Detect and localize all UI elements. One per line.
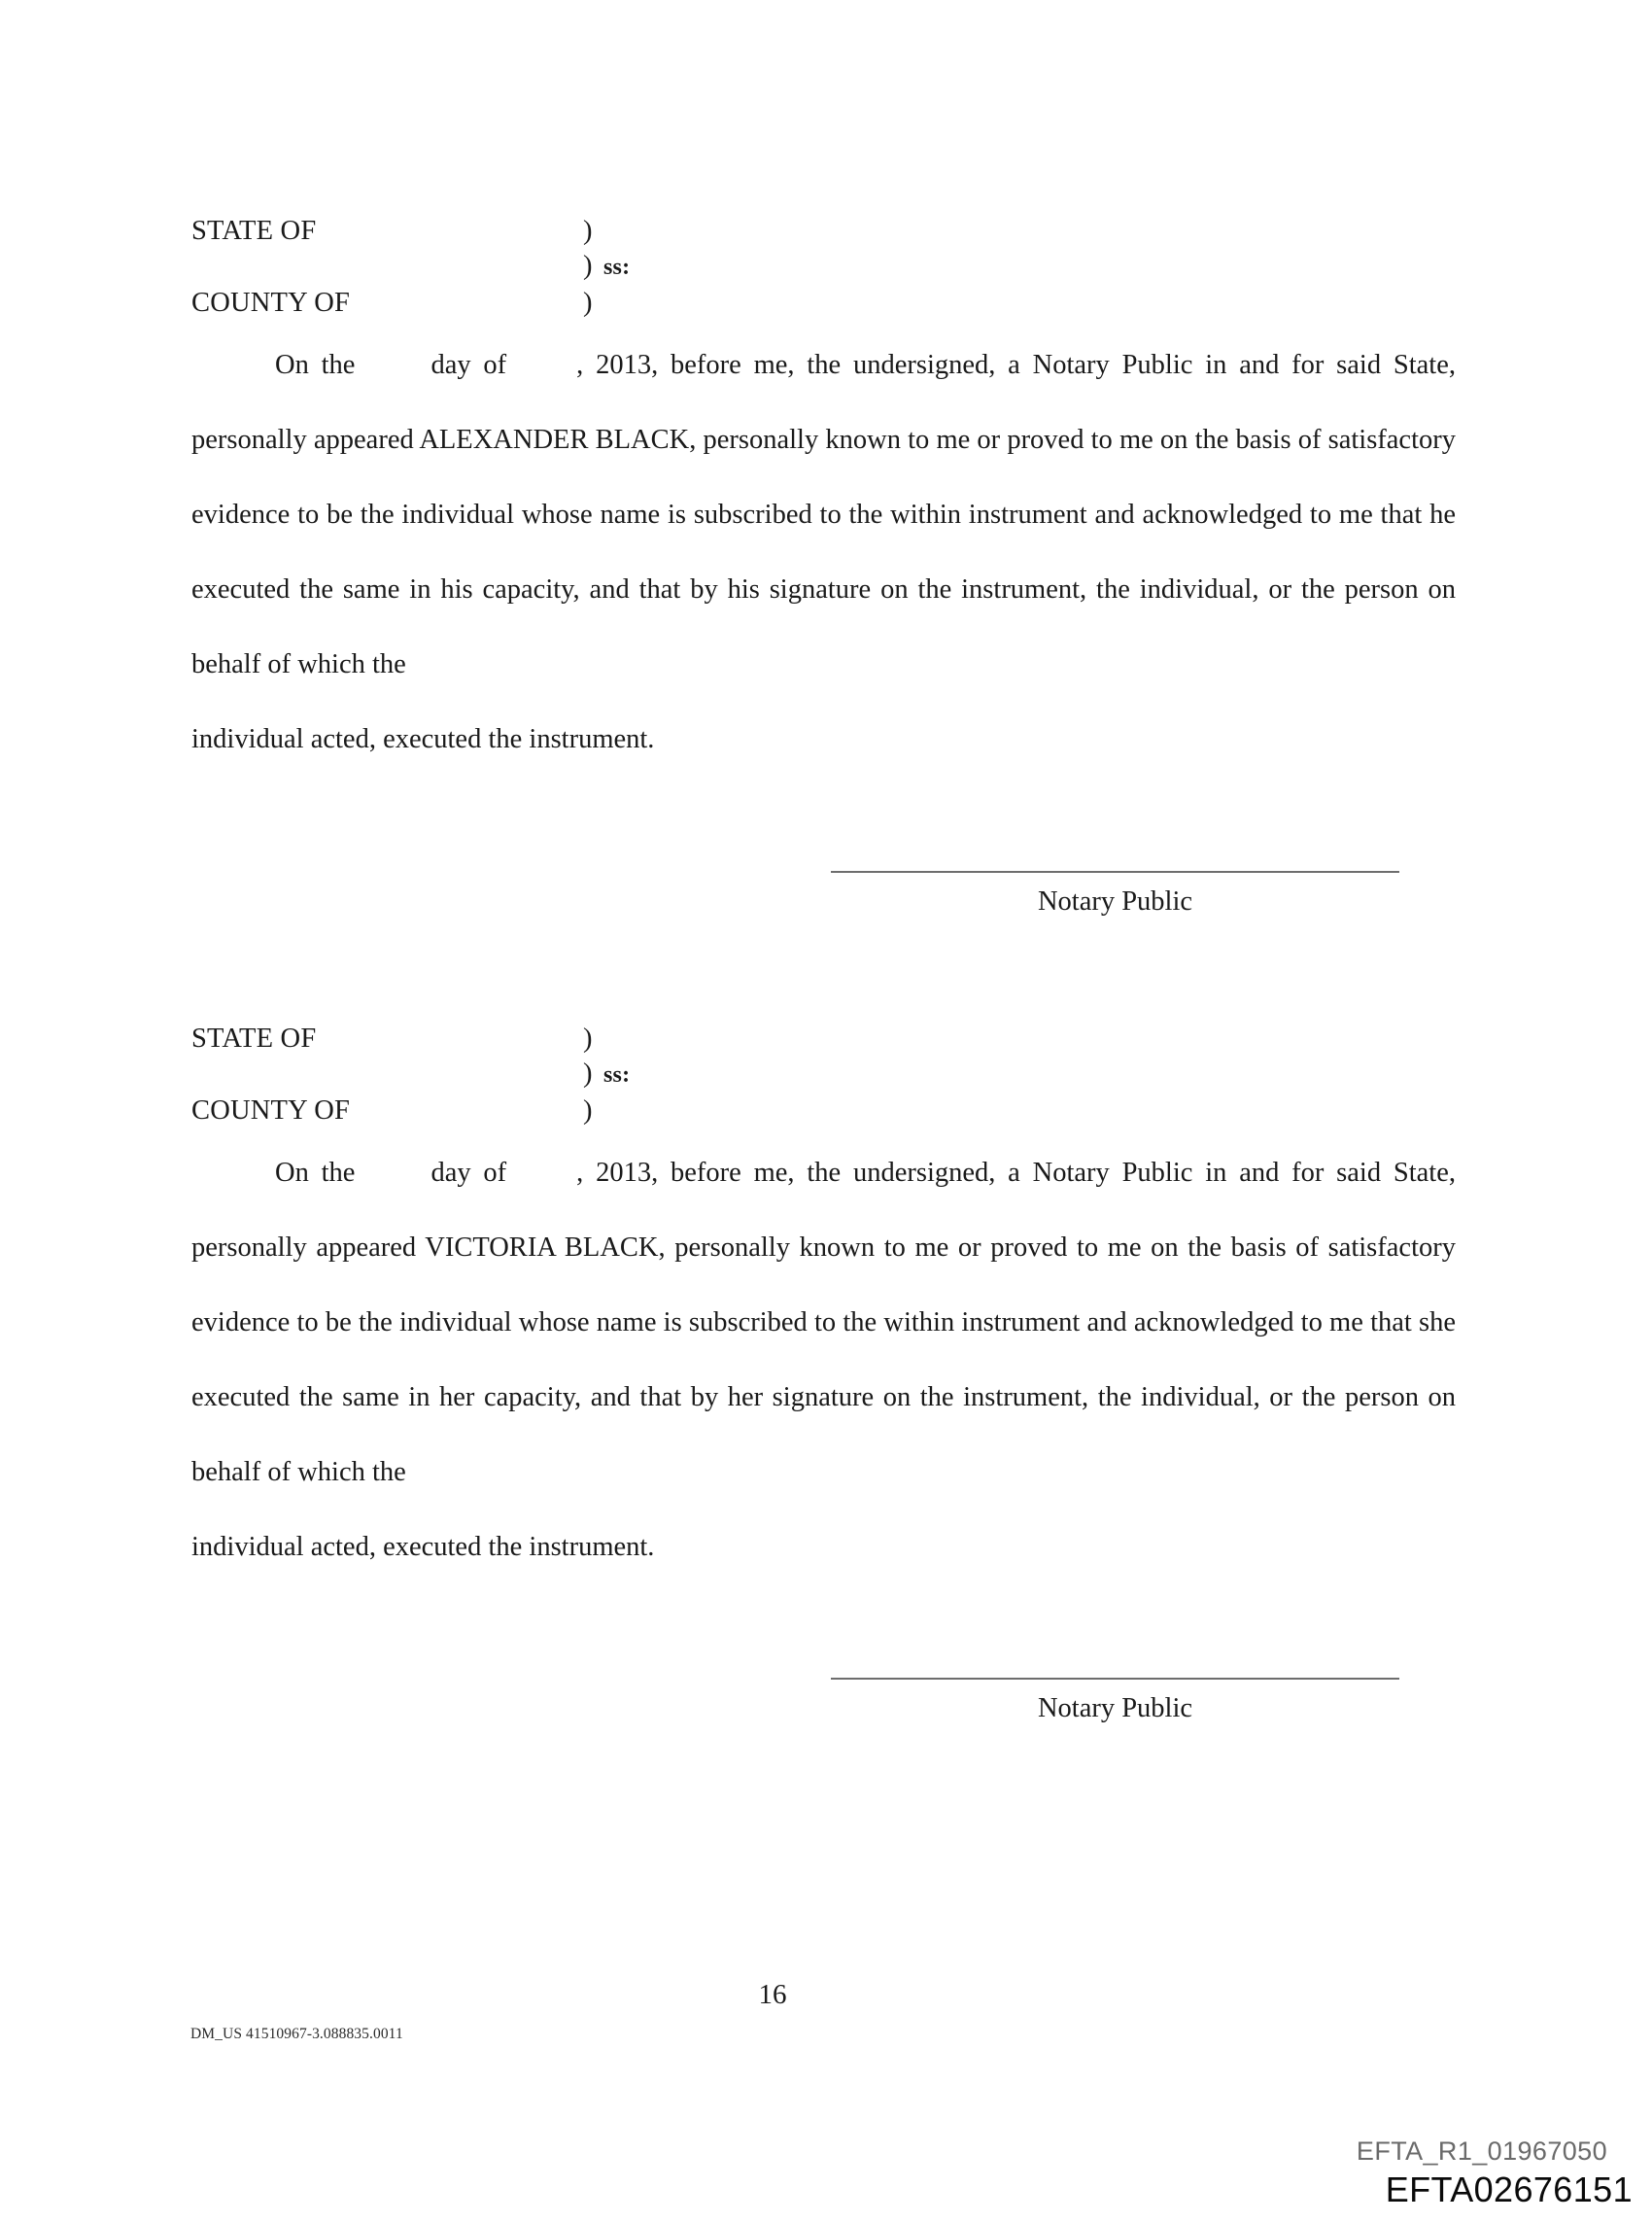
bates-stamp-exhibit: EFTA02676151: [1385, 2170, 1633, 2209]
day-of-text: day of: [430, 1158, 507, 1188]
venue-paren-icon: ): [583, 1024, 593, 1054]
venue-paren-icon: ): [583, 288, 593, 318]
day-of-text: day of: [430, 350, 507, 380]
notary-signature-area-2: [831, 1678, 1399, 1724]
notary-acknowledgement-block-2: [191, 1024, 1456, 1584]
year-clause-text: , 2013, before me, the undersigned, a Notary Public in and for said State, personally appeared: [191, 1158, 1456, 1263]
notary-acknowledgement-block-1: [191, 216, 1456, 777]
notary-public-caption: Notary Public: [1037, 1693, 1193, 1723]
venue-header-2: [191, 1024, 1456, 1135]
bates-stamp-production: EFTA_R1_01967050: [1356, 2136, 1607, 2166]
document-reference-footer: DM_US 41510967-3.088835.0011: [190, 2026, 403, 2042]
venue-paren-icon: ): [583, 1095, 593, 1126]
ss-marker: ss:: [603, 1062, 631, 1088]
signatory-name: ALEXANDER BLACK: [419, 425, 690, 455]
signature-line[interactable]: [831, 871, 1399, 873]
ss-marker: ss:: [603, 255, 631, 280]
final-line-text: individual acted, executed the instrument.: [191, 724, 655, 754]
notary-signature-area-1: [831, 871, 1399, 918]
on-the-text: On the: [275, 350, 356, 380]
notary-public-caption: Notary Public: [1037, 886, 1193, 917]
venue-paren-icon: ): [583, 1059, 593, 1089]
final-line-text: individual acted, executed the instrument.: [191, 1532, 655, 1562]
venue-header-1: [191, 216, 1456, 328]
venue-paren-icon: ): [583, 251, 593, 281]
venue-paren-icon: ): [583, 216, 593, 246]
state-of-label: STATE OF: [191, 216, 317, 246]
county-of-label: COUNTY OF: [191, 1095, 351, 1126]
acknowledgement-paragraph-2: [191, 1135, 1456, 1584]
signature-line[interactable]: [831, 1678, 1399, 1680]
year-clause-text: , 2013, before me, the undersigned, a Notary Public in and for said State, personally appeared: [191, 350, 1456, 455]
county-of-label: COUNTY OF: [191, 288, 351, 318]
state-of-label: STATE OF: [191, 1024, 317, 1054]
page-number: 16: [758, 1979, 787, 2010]
body-continued-text: , personally known to me or proved to me on the basis of satisfactory evidence to be the individual whose name is subscribed to the within instrument and acknowledged to me that he executed the same in his capacity, and that by his signature on the instrument, the individual, or the person on behalf of which the: [191, 425, 1456, 679]
acknowledgement-paragraph-1: [191, 328, 1456, 777]
signatory-name: VICTORIA BLACK: [425, 1233, 659, 1263]
body-continued-text: , personally known to me or proved to me on the basis of satisfactory evidence to be the individual whose name is subscribed to the within instrument and acknowledged to me that she executed the same in her capacity, and that by her signature on the instrument, the individual, or the person on behalf of which the: [191, 1233, 1456, 1487]
on-the-text: On the: [275, 1158, 356, 1188]
